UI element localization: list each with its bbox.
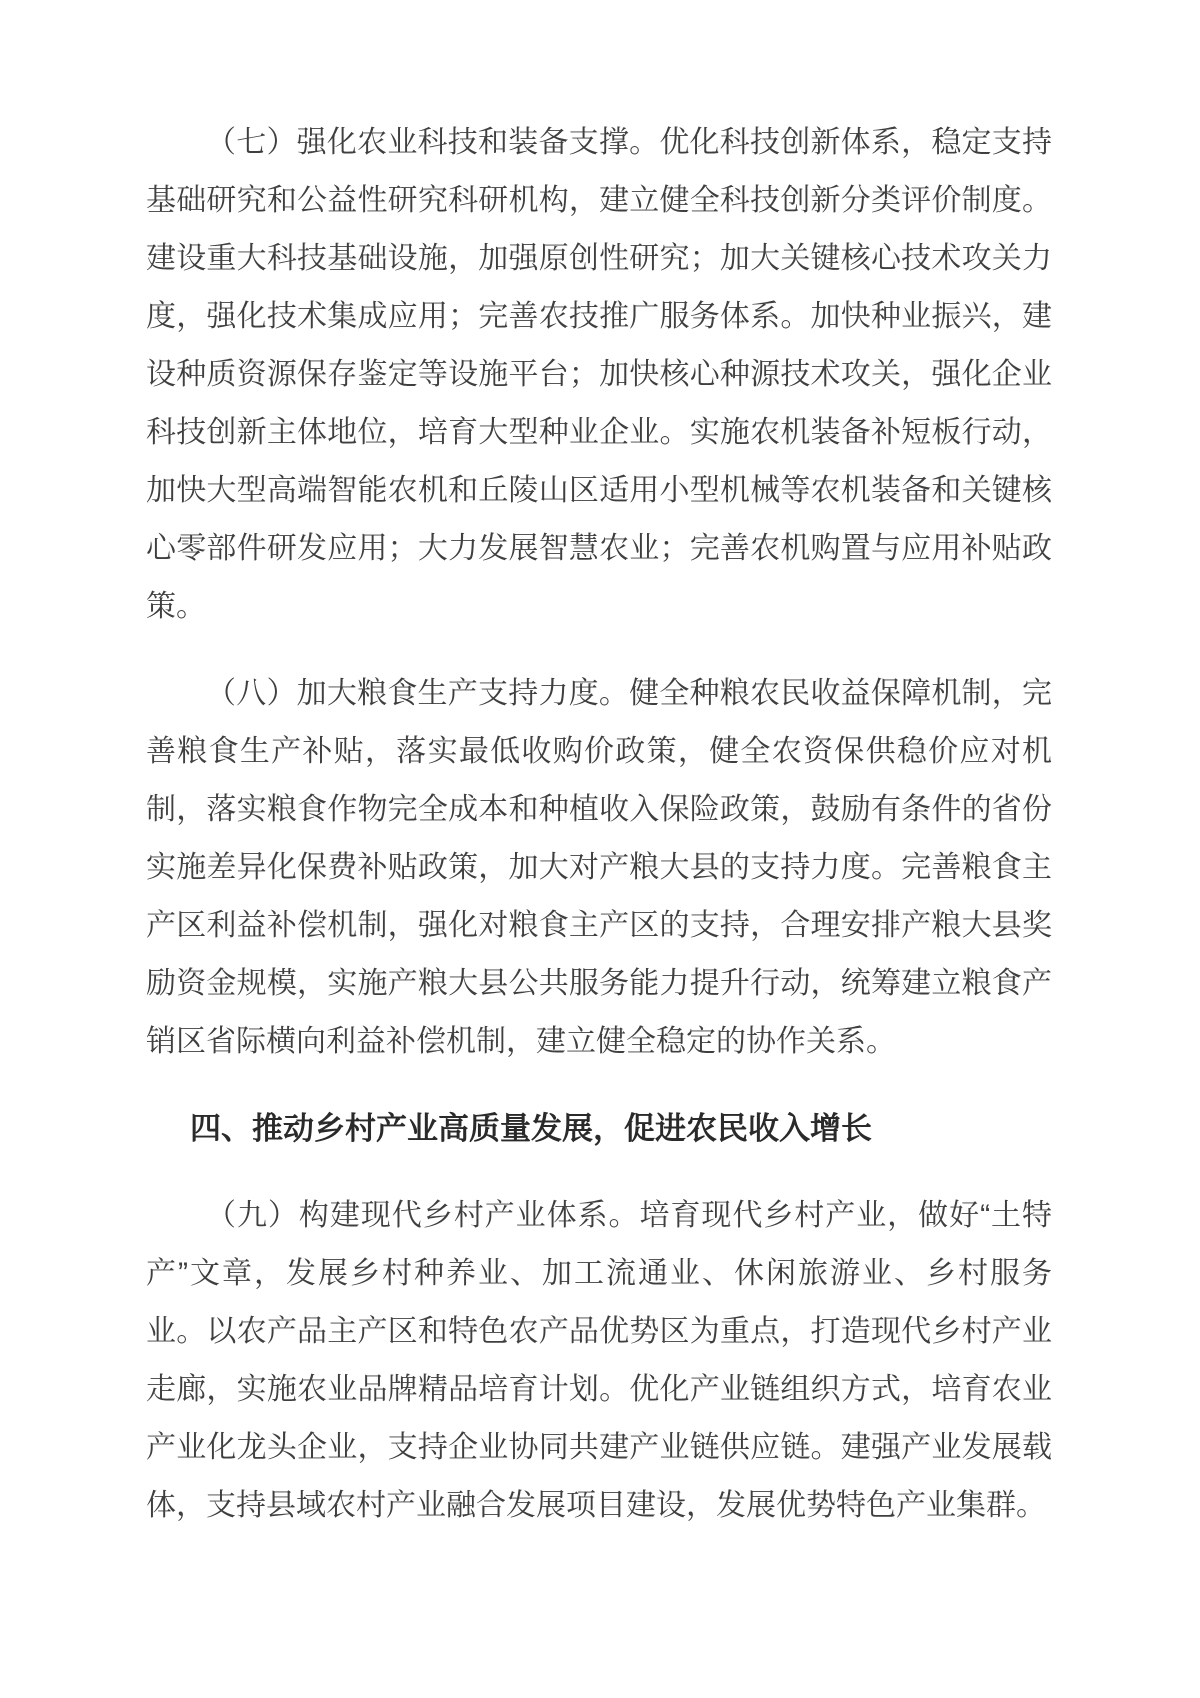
paragraph-item-8: （八）加大粮食生产支持力度。健全种粮农民收益保障机制，完善粮食生产补贴，落实最低收购价政策，健全农资保供稳价应对机制，落实粮食作物完全成本和种植收入保险政策，鼓励有条件的省份实施差异化保费补贴政策，加大对产粮大县的支持力度。完善粮食主产区利益补偿机制，强化对粮食主产区的支持，合理安排产粮大县奖励资金规模，实施产粮大县公共服务能力提升行动，统筹建立粮食产销区省际横向利益补偿机制，建立健全稳定的协作关系。: [146, 677, 1052, 1058]
paragraph-item-9: （九）构建现代乡村产业体系。培育现代乡村产业，做好“土特产”文章，发展乡村种养业、加工流通业、休闲旅游业、乡村服务业。以农产品主产区和特色农产品优势区为重点，打造现代乡村产业走廊，实施农业品牌精品培育计划。优化产业链组织方式，培育农业产业化龙头企业，支持企业协同共建产业链供应链。建强产业发展载体，支持县域农村产业融合发展项目建设，发展优势特色产业集群。: [146, 1199, 1052, 1522]
paragraph-item-7: （七）强化农业科技和装备支撑。优化科技创新体系，稳定支持基础研究和公益性研究科研机构，建立健全科技创新分类评价制度。建设重大科技基础设施，加强原创性研究；加大关键核心技术攻关力度，强化技术集成应用；完善农技推广服务体系。加快种业振兴，建设种质资源保存鉴定等设施平台；加快核心种源技术攻关，强化企业科技创新主体地位，培育大型种业企业。实施农机装备补短板行动，加快大型高端智能农机和丘陵山区适用小型机械等农机装备和关键核心零部件研发应用；大力发展智慧农业；完善农机购置与应用补贴政策。: [146, 126, 1052, 623]
section-heading-4: 四、推动乡村产业高质量发展，促进农民收入增长: [190, 1111, 872, 1146]
